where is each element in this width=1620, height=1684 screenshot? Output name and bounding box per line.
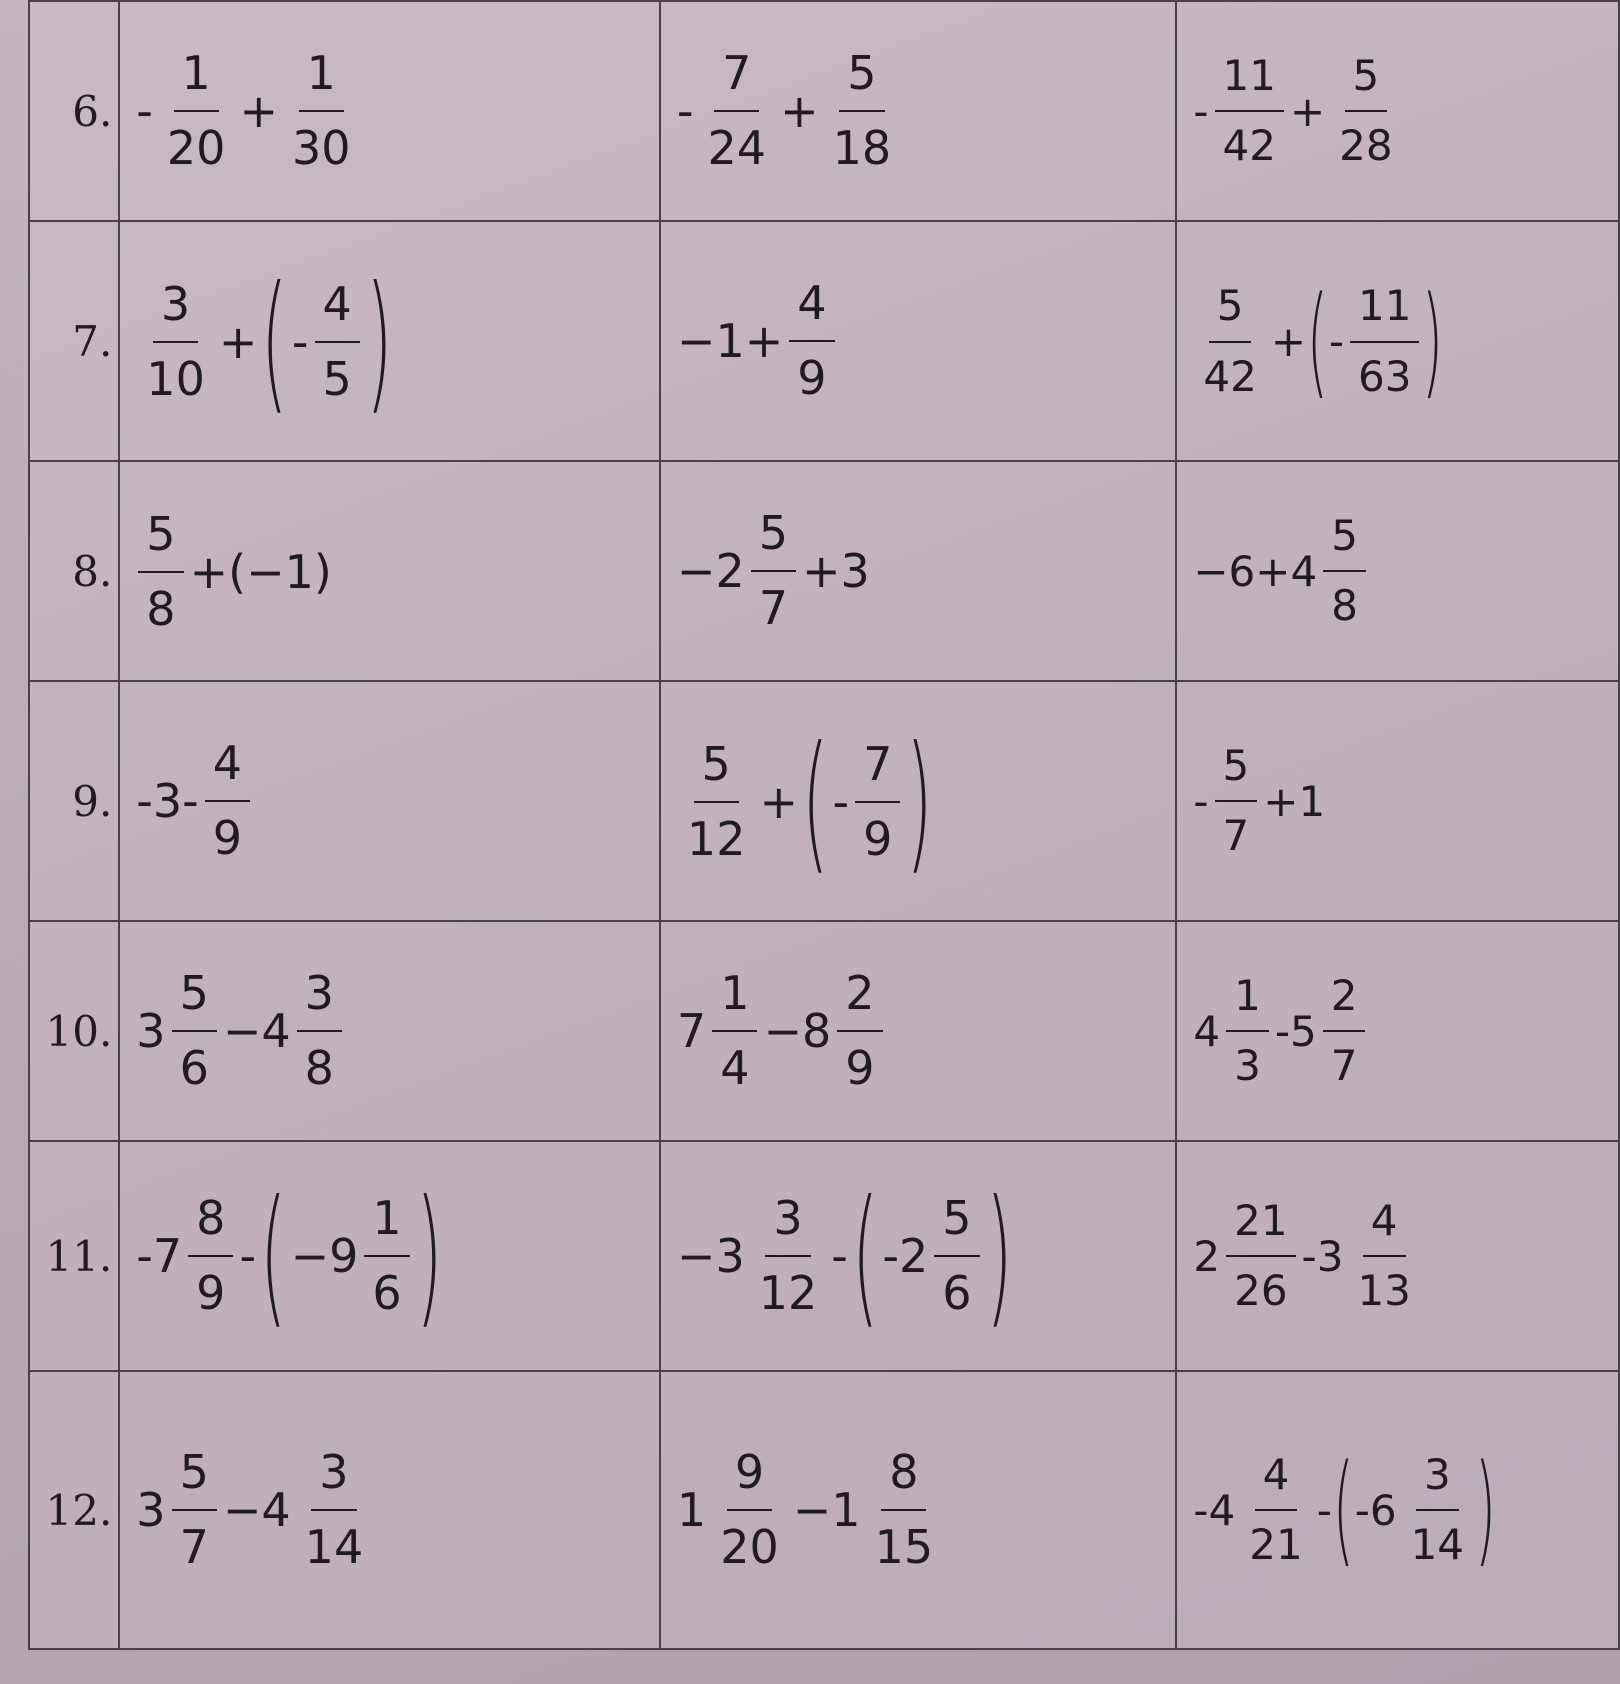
right-paren: ) xyxy=(1474,1440,1496,1579)
operator: + xyxy=(759,774,799,829)
fraction xyxy=(297,967,342,1095)
fraction xyxy=(1215,742,1258,861)
fraction xyxy=(679,738,754,866)
denominator: 8 xyxy=(146,581,176,636)
expression xyxy=(675,47,903,175)
denominator: 9 xyxy=(797,351,827,405)
problem-row-7 xyxy=(29,221,1619,461)
operator: -3 xyxy=(1301,1231,1344,1281)
fraction xyxy=(1331,52,1400,171)
numerator: 1 xyxy=(1226,972,1269,1032)
fraction xyxy=(1403,1451,1472,1570)
expression-cell xyxy=(1176,221,1619,461)
numerator: 11 xyxy=(1215,52,1284,112)
whole-number: 1 xyxy=(676,1483,707,1537)
fraction xyxy=(138,278,213,406)
denominator: 63 xyxy=(1358,351,1412,401)
denominator: 4 xyxy=(720,1041,750,1095)
problem-row-10 xyxy=(29,921,1619,1141)
operator: + xyxy=(780,84,819,138)
operator: - xyxy=(1316,1485,1332,1535)
denominator: 24 xyxy=(707,121,767,175)
fraction xyxy=(1323,512,1366,631)
numerator: 4 xyxy=(205,737,250,802)
trailing-term: +3 xyxy=(802,544,870,598)
problem-row-12 xyxy=(29,1371,1619,1649)
numerator: 4 xyxy=(1363,1197,1406,1257)
expression-cell xyxy=(119,221,660,461)
fraction xyxy=(934,1192,979,1320)
fraction xyxy=(364,1192,409,1320)
denominator: 9 xyxy=(863,811,893,866)
numerator: 1 xyxy=(174,47,219,112)
fraction xyxy=(712,967,757,1095)
problem-row-6 xyxy=(29,1,1619,221)
fraction xyxy=(172,967,217,1095)
operator: + xyxy=(1289,86,1326,136)
expression xyxy=(675,967,887,1095)
expression xyxy=(1191,1440,1496,1579)
whole-number: -2 xyxy=(882,1229,929,1283)
denominator: 18 xyxy=(832,121,892,175)
fraction xyxy=(837,967,882,1095)
expression xyxy=(1191,1197,1423,1316)
expression xyxy=(134,508,334,636)
denominator: 7 xyxy=(179,1520,209,1574)
numerator: 3 xyxy=(153,278,198,343)
expression-cell xyxy=(1176,461,1619,681)
expression-cell xyxy=(119,1141,660,1371)
numerator: 5 xyxy=(934,1192,979,1257)
denominator: 42 xyxy=(1222,121,1276,170)
sign: - xyxy=(676,84,694,138)
whole-number: 2 xyxy=(1193,1231,1221,1281)
expression-cell xyxy=(119,1371,660,1649)
fraction xyxy=(855,738,900,866)
fraction xyxy=(188,1192,233,1320)
fraction xyxy=(138,508,183,636)
denominator: 30 xyxy=(292,121,351,175)
problem-row-9 xyxy=(29,681,1619,921)
denominator: 7 xyxy=(1330,1041,1358,1090)
problem-number: 12. xyxy=(29,1371,119,1649)
fraction xyxy=(700,47,775,175)
expression xyxy=(134,1169,444,1343)
numerator: 5 xyxy=(1209,282,1252,342)
numerator: 5 xyxy=(172,967,217,1032)
numerator: 1 xyxy=(299,47,344,112)
expression-cell xyxy=(119,1,660,221)
numerator: 7 xyxy=(714,47,759,112)
operator: -5 xyxy=(1274,1006,1317,1056)
numerator: 5 xyxy=(1215,742,1258,802)
denominator: 14 xyxy=(304,1520,364,1574)
sign: - xyxy=(136,84,153,138)
fraction xyxy=(1215,52,1284,171)
whole-number: 4 xyxy=(1193,1006,1221,1056)
left-paren: ( xyxy=(260,1169,287,1343)
sign: - xyxy=(1193,86,1209,136)
denominator: 9 xyxy=(212,811,243,865)
whole-number: 3 xyxy=(136,1004,166,1058)
expression xyxy=(675,1446,945,1574)
denominator: 13 xyxy=(1357,1266,1411,1315)
expression xyxy=(675,277,839,405)
denominator: 8 xyxy=(304,1041,334,1095)
numerator: 5 xyxy=(1345,52,1388,112)
numerator: 5 xyxy=(751,507,796,572)
whole-number: −9 xyxy=(290,1229,359,1283)
right-paren: ) xyxy=(906,714,933,889)
sign: - xyxy=(291,314,309,369)
operator: + xyxy=(1270,317,1307,366)
numerator: 8 xyxy=(188,1192,233,1257)
numerator: 5 xyxy=(1323,512,1366,572)
expression-cell xyxy=(1176,1141,1619,1371)
operator: + xyxy=(218,314,258,369)
problem-row-11 xyxy=(29,1141,1619,1371)
denominator: 20 xyxy=(166,121,226,175)
trailing-term: +(−1) xyxy=(189,544,332,599)
denominator: 42 xyxy=(1203,351,1257,401)
left-paren: ( xyxy=(1332,1440,1354,1579)
whole-number: -4 xyxy=(1193,1485,1236,1535)
expression xyxy=(134,47,362,175)
numerator: 4 xyxy=(789,277,834,342)
operator: −4 xyxy=(222,1004,291,1058)
fraction xyxy=(1226,972,1269,1091)
expression xyxy=(675,507,872,635)
expression-cell xyxy=(1176,1371,1619,1649)
expression xyxy=(1191,742,1327,861)
numerator: 1 xyxy=(364,1192,409,1257)
denominator: 15 xyxy=(874,1520,934,1574)
expression-cell xyxy=(660,1141,1176,1371)
problem-table xyxy=(28,0,1620,1650)
denominator: 3 xyxy=(1234,1041,1261,1090)
numerator: 11 xyxy=(1350,282,1419,342)
left-paren: ( xyxy=(851,1169,879,1343)
numerator: 3 xyxy=(1416,1451,1459,1511)
whole-number: −3 xyxy=(676,1229,745,1283)
fraction xyxy=(159,47,234,175)
expression-cell xyxy=(119,921,660,1141)
whole-number: -7 xyxy=(136,1229,183,1283)
numerator: 3 xyxy=(765,1192,810,1257)
expression xyxy=(1191,972,1369,1091)
numerator: 7 xyxy=(855,738,900,803)
problem-number: 9. xyxy=(29,681,119,921)
fraction xyxy=(751,1192,826,1320)
whole-number: −2 xyxy=(676,544,745,598)
denominator: 7 xyxy=(1222,811,1250,860)
problem-number: 10. xyxy=(29,921,119,1141)
fraction xyxy=(825,47,900,175)
denominator: 26 xyxy=(1234,1266,1288,1315)
leading-term: −6+4 xyxy=(1193,546,1318,596)
fraction xyxy=(789,277,834,405)
left-paren: ( xyxy=(261,254,288,429)
operator: - xyxy=(239,1229,257,1283)
denominator: 28 xyxy=(1339,121,1393,170)
denominator: 14 xyxy=(1410,1520,1465,1569)
fraction xyxy=(315,278,360,406)
expression-cell xyxy=(1176,921,1619,1141)
problem-row-8 xyxy=(29,461,1619,681)
numerator: 4 xyxy=(1255,1451,1298,1511)
denominator: 12 xyxy=(686,811,746,866)
numerator: 2 xyxy=(837,967,882,1032)
denominator: 20 xyxy=(720,1520,779,1574)
right-paren: ) xyxy=(365,254,393,429)
expression-cell xyxy=(660,221,1176,461)
sign: - xyxy=(832,774,850,829)
fraction xyxy=(297,1446,372,1574)
fraction xyxy=(1226,1197,1295,1316)
whole-number: -6 xyxy=(1354,1485,1397,1535)
expression-cell xyxy=(660,461,1176,681)
whole-number: 3 xyxy=(136,1483,166,1537)
expression-cell xyxy=(660,1371,1176,1649)
problem-number: 6. xyxy=(29,1,119,221)
numerator: 5 xyxy=(138,508,183,573)
expression xyxy=(1191,52,1404,171)
numerator: 5 xyxy=(839,47,884,112)
numerator: 3 xyxy=(311,1446,356,1511)
expression-cell xyxy=(1176,1,1619,221)
fraction xyxy=(867,1446,942,1574)
sign: - xyxy=(1328,317,1344,366)
expression xyxy=(134,967,346,1095)
operator: −1 xyxy=(792,1483,861,1537)
operator: + xyxy=(239,84,278,138)
numerator: 2 xyxy=(1323,972,1366,1032)
expression xyxy=(675,714,935,889)
denominator: 10 xyxy=(146,351,205,406)
leading-term: -3- xyxy=(136,774,199,828)
denominator: 5 xyxy=(322,351,352,406)
fraction xyxy=(751,507,796,635)
denominator: 6 xyxy=(942,1266,972,1320)
denominator: 9 xyxy=(196,1266,226,1320)
fraction xyxy=(1195,282,1264,401)
denominator: 12 xyxy=(758,1266,818,1320)
fraction xyxy=(205,737,250,865)
expression xyxy=(134,254,394,429)
operator: −4 xyxy=(222,1483,291,1537)
fraction xyxy=(172,1446,217,1574)
right-paren: ) xyxy=(1422,271,1444,411)
expression xyxy=(675,1169,1014,1343)
expression-cell xyxy=(660,1,1176,221)
expression-cell xyxy=(1176,681,1619,921)
numerator: 4 xyxy=(315,278,360,343)
expression xyxy=(1191,512,1370,631)
fraction xyxy=(1349,1197,1418,1316)
whole-number: 7 xyxy=(676,1004,707,1058)
expression xyxy=(134,737,254,865)
problem-number: 7. xyxy=(29,221,119,461)
fraction xyxy=(1350,282,1419,401)
numerator: 9 xyxy=(727,1446,772,1511)
fraction xyxy=(1241,1451,1310,1570)
sign: - xyxy=(1193,776,1209,826)
problem-number: 11. xyxy=(29,1141,119,1371)
numerator: 1 xyxy=(712,967,757,1032)
expression-cell xyxy=(119,681,660,921)
expression xyxy=(134,1446,375,1574)
leading-term: −1+ xyxy=(676,314,784,368)
operator: - xyxy=(831,1229,848,1283)
denominator: 8 xyxy=(1331,581,1358,630)
denominator: 9 xyxy=(845,1041,875,1095)
numerator: 5 xyxy=(172,1446,217,1511)
operator: −8 xyxy=(763,1004,832,1058)
expression-cell xyxy=(119,461,660,681)
problem-number: 8. xyxy=(29,461,119,681)
expression xyxy=(1191,271,1444,411)
right-paren: ) xyxy=(985,1169,1013,1343)
expression-cell xyxy=(660,921,1176,1141)
denominator: 6 xyxy=(372,1266,402,1320)
denominator: 6 xyxy=(179,1041,209,1095)
fraction xyxy=(712,1446,787,1574)
numerator: 3 xyxy=(297,967,342,1032)
trailing-term: +1 xyxy=(1263,776,1326,826)
denominator: 7 xyxy=(758,581,789,635)
fraction xyxy=(284,47,359,175)
fraction xyxy=(1323,972,1366,1091)
numerator: 5 xyxy=(694,738,739,803)
right-paren: ) xyxy=(415,1169,443,1343)
denominator: 21 xyxy=(1249,1520,1303,1569)
numerator: 21 xyxy=(1226,1197,1295,1257)
left-paren: ( xyxy=(1306,271,1328,411)
numerator: 8 xyxy=(881,1446,926,1511)
left-paren: ( xyxy=(802,714,829,889)
expression-cell xyxy=(660,681,1176,921)
